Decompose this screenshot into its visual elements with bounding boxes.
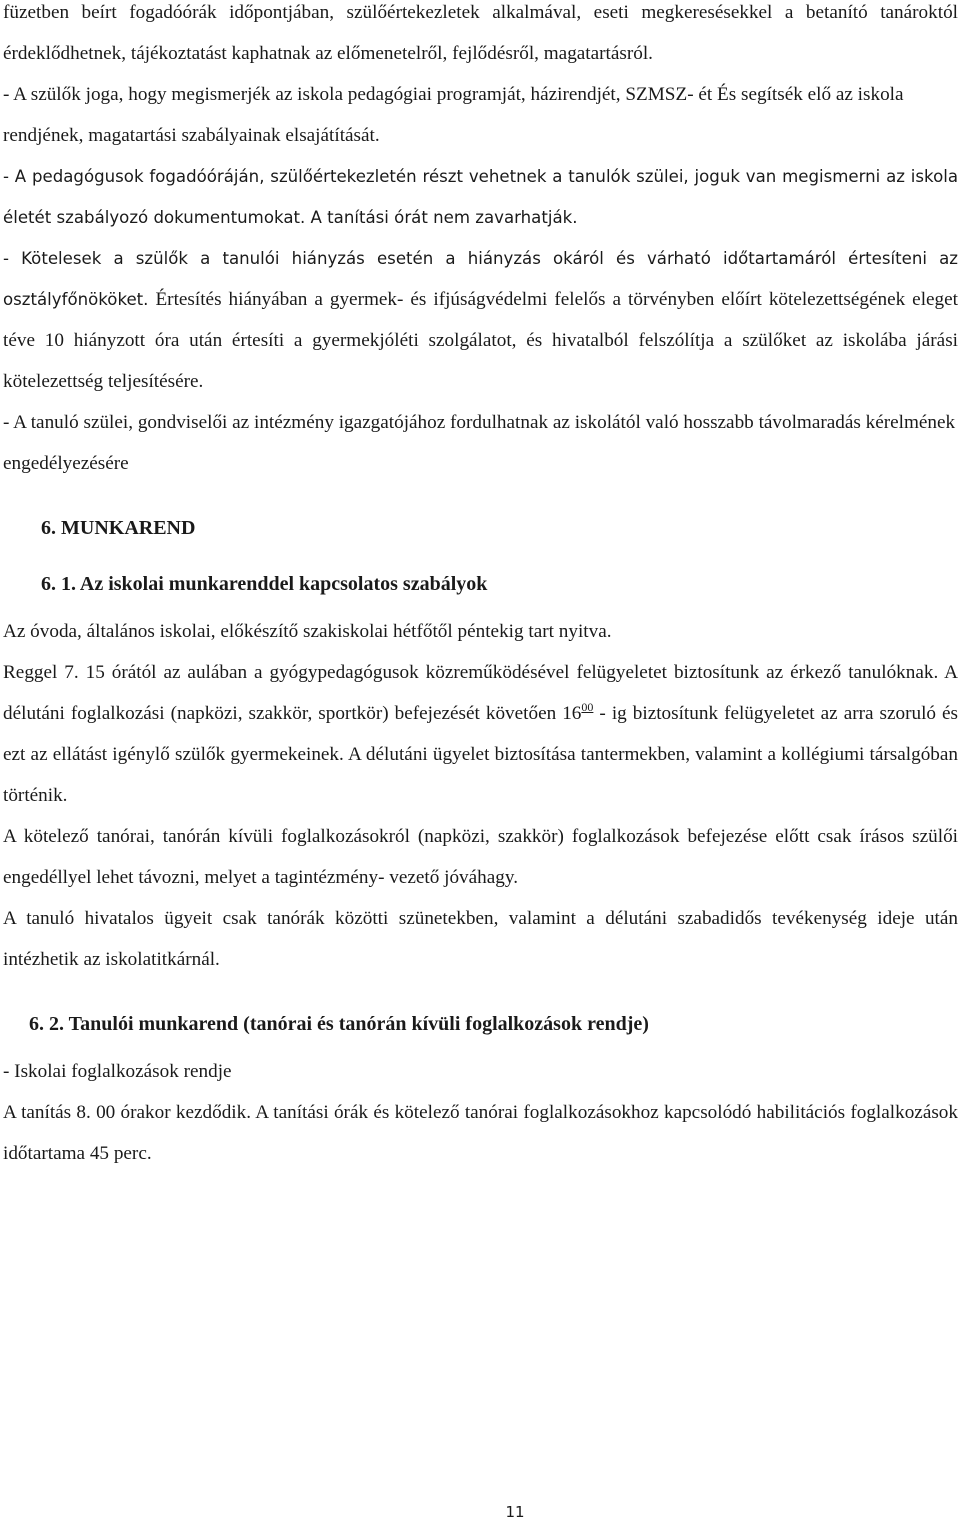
subsection-title-6-2: 6. 2. Tanulói munkarend (tanórai és tanórán kívüli foglalkozások rendje) xyxy=(29,1013,649,1035)
page-number: 11 xyxy=(505,1503,525,1521)
section-title-munkarend: 6. MUNKAREND xyxy=(41,517,196,539)
paragraph-parent-meetings: - A pedagógusok fogadóóráján, szülőértekezletén részt vehetnek a tanulók szülei, joguk van megismerni az iskola életét szabályozó dokumentumokat. A tanítási órát nem zavarhatják. xyxy=(3,167,958,227)
subsection-title-6-1: 6. 1. Az iskolai munkarenddel kapcsolatos szabályok xyxy=(41,573,488,595)
supervision-text-a: Reggel 7. 15 órától az aulában a gyógypedagógusok közreműködésével felügyeletet biztosítunk az érkező tanulóknak. A délutáni foglalkozási (napközi, szakkör, sportkör) befejezését követően 16 xyxy=(3,662,958,724)
paragraph-parent-rights: - A szülők joga, hogy megismerjék az iskola pedagógiai programját, házirendjét, SZMSZ- ét És segítsék elő az iskola rendjének, magatartási szabályainak elsajátítását. xyxy=(3,84,904,146)
paragraph-lesson-start: A tanítás 8. 00 órakor kezdődik. A tanítási órák és kötelező tanórai foglalkozásokhoz kapcsolódó habilitációs foglalkozások időtartama 45 perc. xyxy=(3,1102,958,1164)
paragraph-school-activities: - Iskolai foglalkozások rendje xyxy=(3,1061,232,1082)
paragraph-long-absence: - A tanuló szülei, gondviselői az intézmény igazgatójához fordulhatnak az iskolától való hosszabb távolmaradás kérelmének engedélyezésére xyxy=(3,412,956,474)
paragraph-supervision xyxy=(3,652,958,816)
absence-duty-part2: Értesítés hiányában a gyermek- és ifjúságvédelmi felelős a törvényben előírt kötelezettségének eleget téve 10 hiányzott óra után értesíti a gyermekjóléti szolgálatot, és hivatalból felszólítja a szülőket az iskolába járási kötelezettség teljesítésére. xyxy=(3,289,958,392)
paragraph-leaving-rules: A kötelező tanórai, tanórán kívüli foglalkozásokról (napközi, szakkör) foglalkozások befejezése előtt csak írásos szülői engedéllyel lehet távozni, melyet a tagintézmény- vezető jóváhagy. xyxy=(3,826,958,888)
superscript-minutes: 00 xyxy=(581,700,594,714)
paragraph-official-matters: A tanuló hivatalos ügyeit csak tanórák közötti szünetekben, valamint a délutáni szabadidős tevékenység ideje után intézhetik az iskolatitkárnál. xyxy=(3,908,958,970)
page-content xyxy=(3,0,958,1174)
absence-duty-part1: - Kötelesek a szülők a tanulói hiányzás esetén a hiányzás okáról és várható időtartamáról értesíteni az osztályfőnököket. xyxy=(3,249,958,309)
paragraph-opening-hours: Az óvoda, általános iskolai, előkészítő szakiskolai hétfőtől péntekig tart nyitva. xyxy=(3,621,612,642)
paragraph-absence-duty xyxy=(3,238,958,402)
supervision-text-b: - ig biztosítunk felügyeletet az arra szoruló és ezt az ellátást igénylő szülők gyermekeinek. A délutáni ügyelet biztosítása tantermekben, valamint a kollégiumi társalgóban történik. xyxy=(3,703,959,806)
paragraph-parent-contact: füzetben beírt fogadóórák időpontjában, szülőértekezletek alkalmával, eseti megkeresésekkel a betanító tanároktól érdeklődhetnek, tájékoztatást kaphatnak az előmenetelről, fejlődésről, magatartásról. xyxy=(3,2,958,64)
